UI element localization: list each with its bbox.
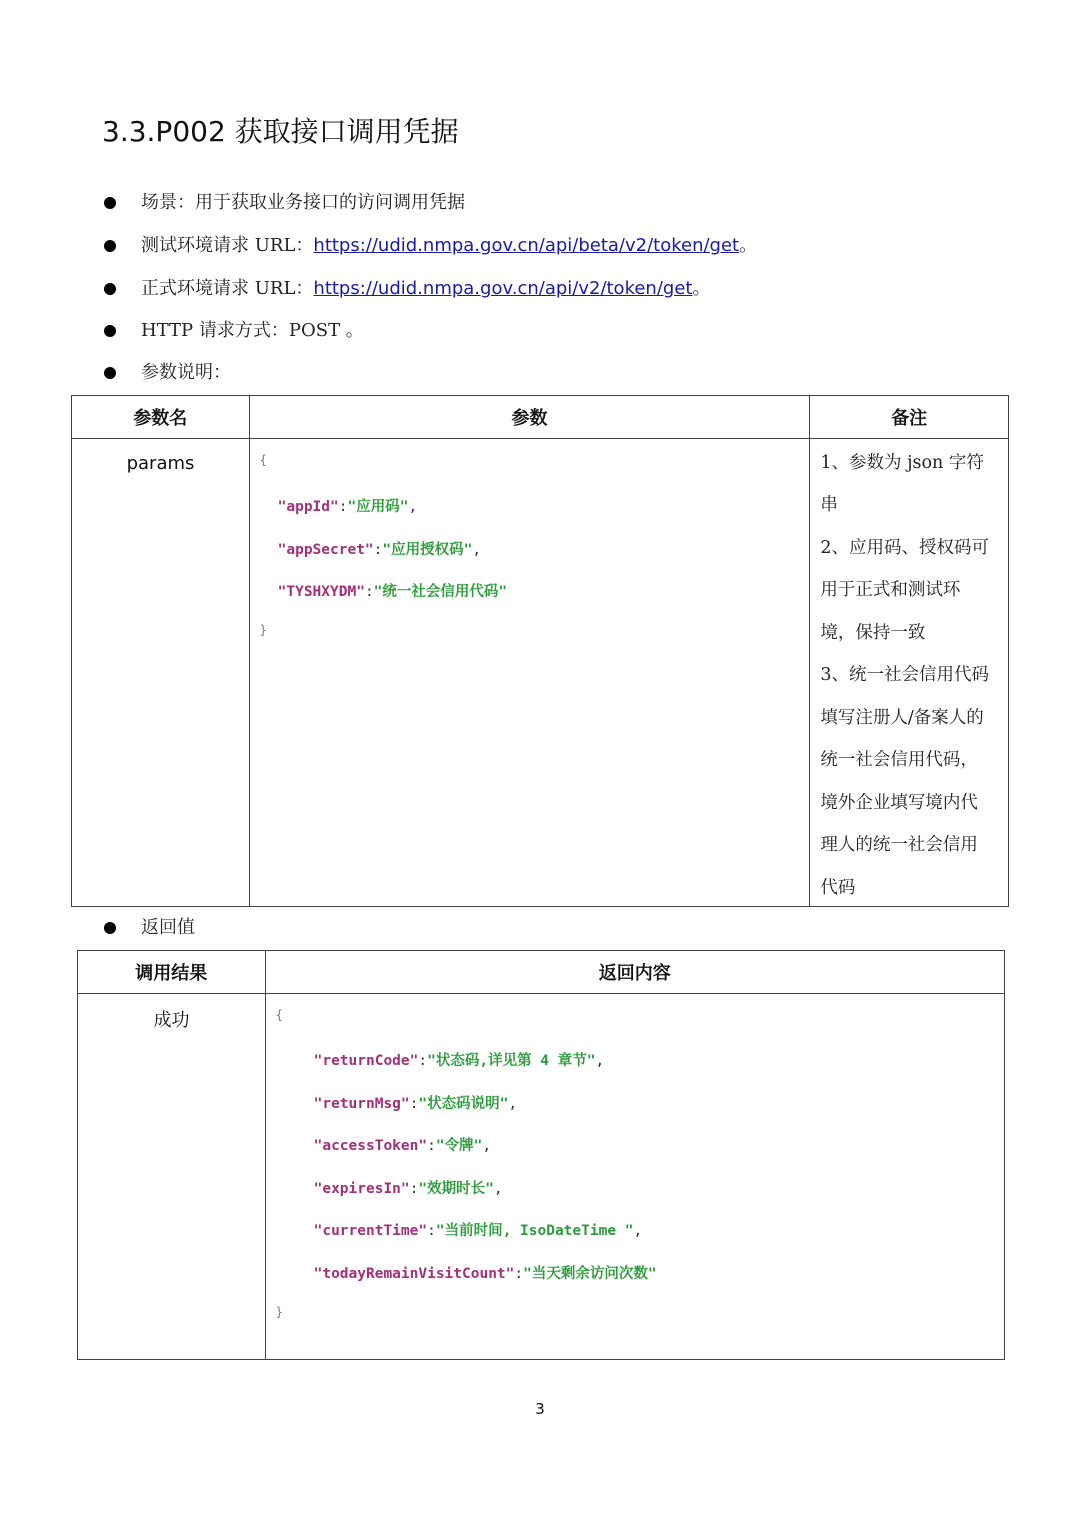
bullet-icon <box>104 367 116 379</box>
prod-url-suffix: 。 <box>692 278 711 299</box>
test-url-suffix: 。 <box>739 235 758 256</box>
code-line-accesstoken: "accessToken":"令牌", <box>313 1138 492 1154</box>
return-code-cell <box>265 994 1004 1360</box>
prod-url-label: 正式环境请求 URL： <box>141 278 314 299</box>
note-line: 1、参数为 json 字符 <box>820 453 984 473</box>
note-line: 填写注册人/备案人的 <box>820 708 984 728</box>
params-code-cell <box>249 439 810 907</box>
note-line: 境，保持一致 <box>820 623 926 643</box>
bullet-icon <box>104 325 116 337</box>
note-line: 代码 <box>820 878 856 898</box>
return-result-cell <box>78 994 266 1360</box>
open-brace: { <box>259 453 267 467</box>
document-page: 3.3.P002 获取接口调用凭据 场景：用于获取业务接口的访问调用凭据 测试环境请求 URL：https://udid.nmpa.gov.cn/api/beta/v2/token/get。 正式环境请求 URL：https://udid.nmpa.gov.cn/api/v2/token/get。 HTTP 请求方式：POST 。 参数说明： 参数名 参数 备注 params { "appId":"应用码", "appSecret":"应用授权码", "TYSHXYDM":"统一社会信用代码" } 1、参数为 json 字符 串 2、应用码、授权码可 用于正式和测试环 境，保持一致 3、统一社会信用代码 填写注册人/备案人的 统一社会信用代码， 境外企业填写境内代 理人的统一社会信用 代码 返回值 调用结果 返回内容 成功 { "returnCode":"状态码,详见第 4 章节", "returnMsg":"状态码说明", "accessToken":"令牌", "expiresIn":"效期时长", "currentTime":"当前时间, IsoDateTime ", "todayRemainVisitCount":"当天剩余访问次数" } 3 <box>0 0 1080 1527</box>
return-table <box>77 950 1005 1360</box>
return-header-content: 返回内容 <box>265 951 1004 994</box>
params-name: params <box>126 453 195 474</box>
bullet-icon <box>104 922 116 934</box>
code-line-currenttime: "currentTime":"当前时间, IsoDateTime ", <box>313 1223 643 1239</box>
test-url-link[interactable]: https://udid.nmpa.gov.cn/api/beta/v2/token/get <box>313 235 740 256</box>
note-line: 2、应用码、授权码可 <box>820 538 990 558</box>
code-line-tyshxydm: "TYSHXYDM":"统一社会信用代码" <box>277 584 508 600</box>
params-name-cell <box>72 439 250 907</box>
note-line: 理人的统一社会信用 <box>820 835 978 855</box>
params-header-note: 备注 <box>810 396 1009 439</box>
code-line-returnmsg: "returnMsg":"状态码说明", <box>313 1096 518 1112</box>
return-result: 成功 <box>153 1010 190 1031</box>
close-brace: } <box>275 1305 283 1319</box>
code-line-expiresin: "expiresIn":"效期时长", <box>313 1181 503 1197</box>
params-table <box>71 395 1009 907</box>
bullet-icon <box>104 283 116 295</box>
prod-url-link[interactable]: https://udid.nmpa.gov.cn/api/v2/token/get <box>313 278 693 299</box>
code-line-appsecret: "appSecret":"应用授权码", <box>277 542 482 558</box>
test-url-label: 测试环境请求 URL： <box>141 235 314 256</box>
section-heading: 3.3.P002 获取接口调用凭据 <box>102 115 459 148</box>
bullet-icon <box>104 197 116 209</box>
note-line: 境外企业填写境内代 <box>820 793 978 813</box>
code-line-todayremainvisitcount: "todayRemainVisitCount":"当天剩余访问次数" <box>313 1266 657 1282</box>
note-line: 用于正式和测试环 <box>820 580 961 600</box>
bullet-icon <box>104 240 116 252</box>
return-header-result: 调用结果 <box>78 951 266 994</box>
params-header-name: 参数名 <box>72 396 250 439</box>
close-brace: } <box>259 623 267 637</box>
code-line-returncode: "returnCode":"状态码,详见第 4 章节", <box>313 1053 605 1069</box>
open-brace: { <box>275 1008 283 1022</box>
code-line-appid: "appId":"应用码", <box>277 499 418 515</box>
note-line: 3、统一社会信用代码 <box>820 665 990 685</box>
params-note-cell <box>810 439 1009 907</box>
params-header-param: 参数 <box>249 396 810 439</box>
note-line: 串 <box>820 495 838 515</box>
page-number: 3 <box>535 1400 545 1418</box>
note-line: 统一社会信用代码， <box>820 750 978 770</box>
